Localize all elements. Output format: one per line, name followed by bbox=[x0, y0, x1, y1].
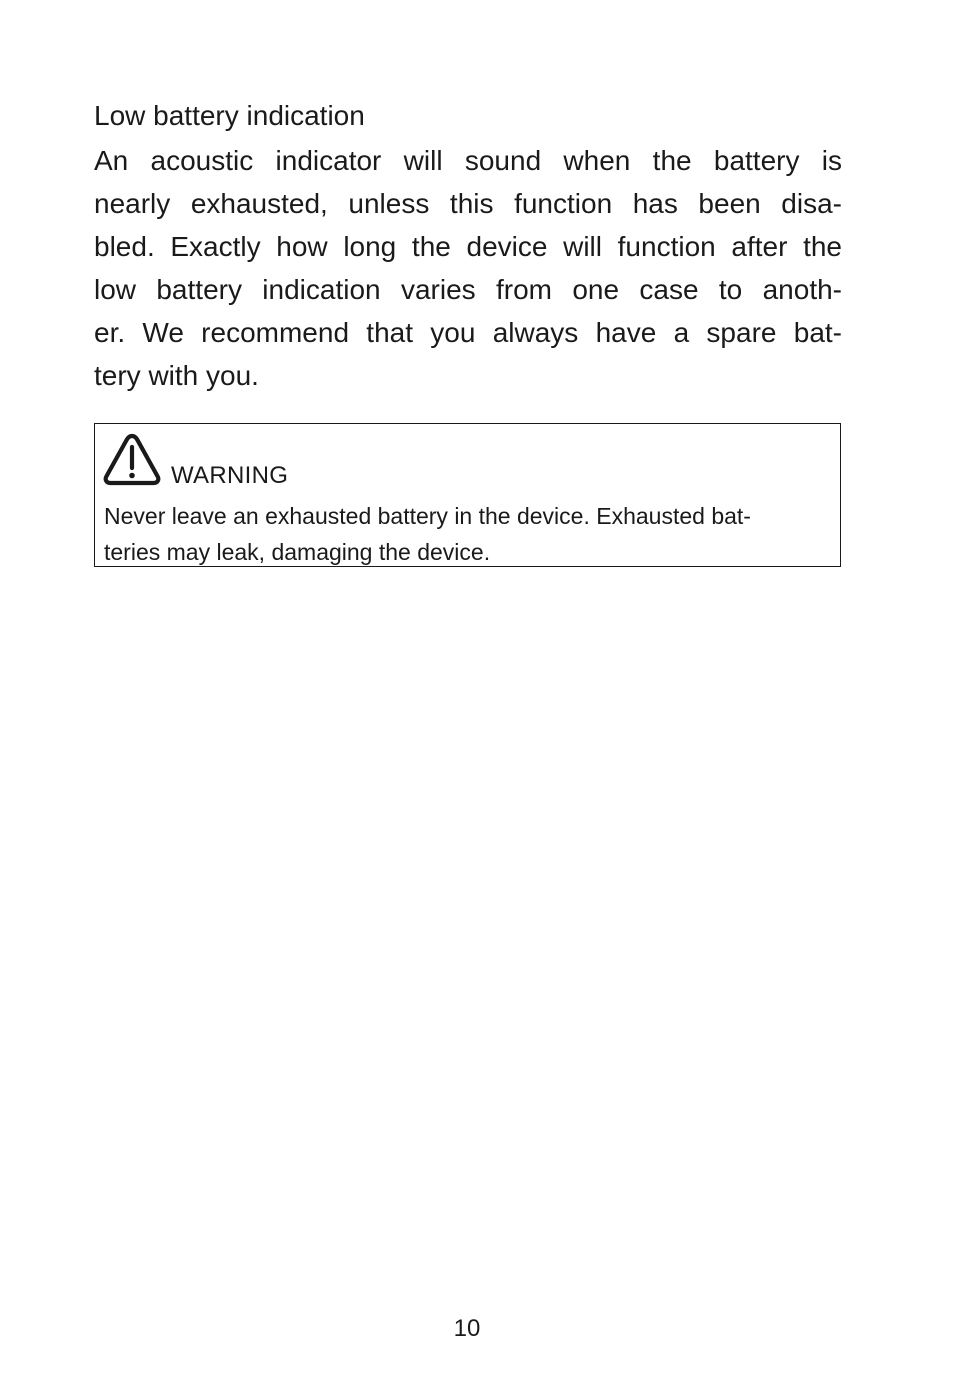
page-number: 10 bbox=[453, 1315, 481, 1342]
paragraph-line: er. We recommend that you always have a spare bat- bbox=[94, 317, 842, 348]
section-paragraph bbox=[94, 139, 842, 397]
paragraph-line: An acoustic indicator will sound when the battery is bbox=[94, 145, 842, 176]
paragraph-line: bled. Exactly how long the device will function after the bbox=[94, 231, 842, 262]
warning-line: teries may leak, damaging the device. bbox=[104, 539, 491, 565]
warning-box bbox=[94, 423, 841, 567]
section-heading: Low battery indication bbox=[94, 100, 365, 131]
paragraph-line: nearly exhausted, unless this function has been disa- bbox=[94, 188, 842, 219]
warning-line: Never leave an exhausted battery in the device. Exhausted bat- bbox=[104, 503, 751, 529]
paragraph-line: low battery indication varies from one case to anoth- bbox=[94, 274, 842, 305]
warning-title: WARNING bbox=[171, 462, 289, 489]
paragraph-line: tery with you. bbox=[94, 360, 259, 391]
warning-triangle-icon bbox=[103, 432, 161, 486]
warning-text bbox=[104, 498, 831, 570]
